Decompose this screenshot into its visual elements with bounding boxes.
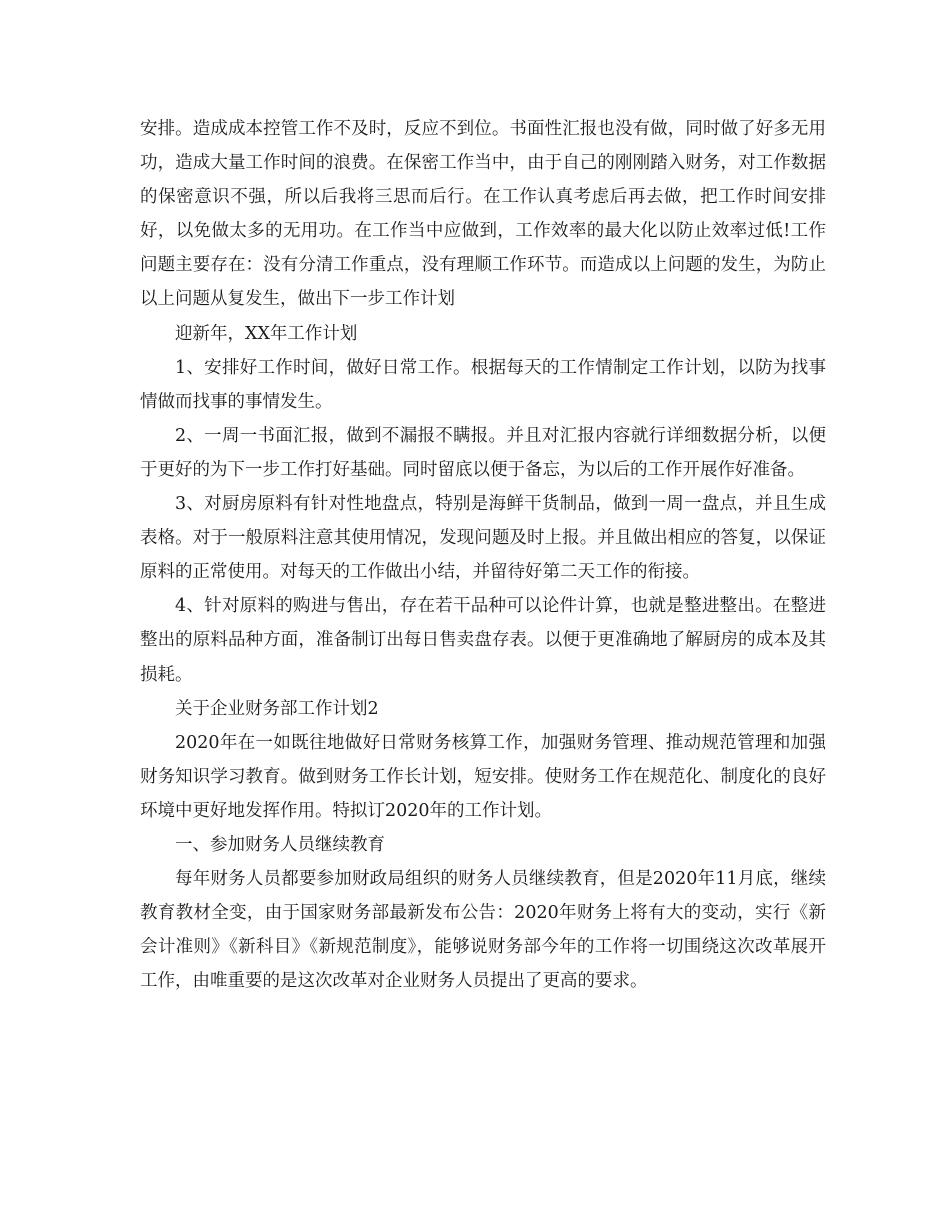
section-title-plan-2: 关于企业财务部工作计划2 xyxy=(175,698,379,719)
paragraph-continuing-education: 每年财务人员都要参加财政局组织的财务人员继续教育，但是2020年11月底，继续教育教材全变，由于国家财务部最新发布公告：2020年财务上将有大的变动，实行《新会计准则》《新科目》《新规范制度》，能够说财务部今年的工作将一切围绕这次改革展开工作，由唯重要的是这次改革对企业财务人员提出了更高的要求。 xyxy=(140,869,826,992)
heading-new-year-plan: 迎新年，XX年工作计划 xyxy=(175,323,358,344)
list-item-4: 4、针对原料的购进与售出，存在若干品种可以论件计算，也就是整进整出。在整进整出的原料品种方面，准备制订出每日售卖盘存表。以便于更准确地了解厨房的成本及其损耗。 xyxy=(140,596,826,685)
list-item-1: 1、安排好工作时间，做好日常工作。根据每天的工作情制定工作计划，以防为找事情做而找事的事情发生。 xyxy=(140,357,826,412)
heading-continuing-education: 一、参加财务人员继续教育 xyxy=(175,834,385,855)
document-page xyxy=(140,112,826,998)
list-item-3: 3、对厨房原料有针对性地盘点，特别是海鲜干货制品，做到一周一盘点，并且生成表格。对于一般原料注意其使用情况，发现问题及时上报。并且做出相应的答复，以保证原料的正常使用。对每天的工作做出小结，并留待好第二天工作的衔接。 xyxy=(140,494,826,583)
list-item-2: 2、一周一书面汇报，做到不漏报不瞒报。并且对汇报内容就行详细数据分析，以便于更好的为下一步工作打好基础。同时留底以便于备忘，为以后的工作开展作好准备。 xyxy=(140,425,826,480)
paragraph-intro-2020: 2020年在一如既往地做好日常财务核算工作，加强财务管理、推动规范管理和加强财务知识学习教育。做到财务工作长计划，短安排。使财务工作在规范化、制度化的良好环境中更好地发挥作用。特拟订2020年的工作计划。 xyxy=(140,732,826,821)
paragraph-continuation: 安排。造成成本控管工作不及时，反应不到位。书面性汇报也没有做，同时做了好多无用功，造成大量工作时间的浪费。在保密工作当中，由于自己的刚刚踏入财务，对工作数据的保密意识不强，所以后我将三思而后行。在工作认真考虑后再去做，把工作时间安排好，以免做太多的无用功。在工作当中应做到，工作效率的最大化以防止效率过低!工作问题主要存在：没有分清工作重点，没有理顺工作环节。而造成以上问题的发生，为防止以上问题从复发生，做出下一步工作计划 xyxy=(140,119,826,310)
